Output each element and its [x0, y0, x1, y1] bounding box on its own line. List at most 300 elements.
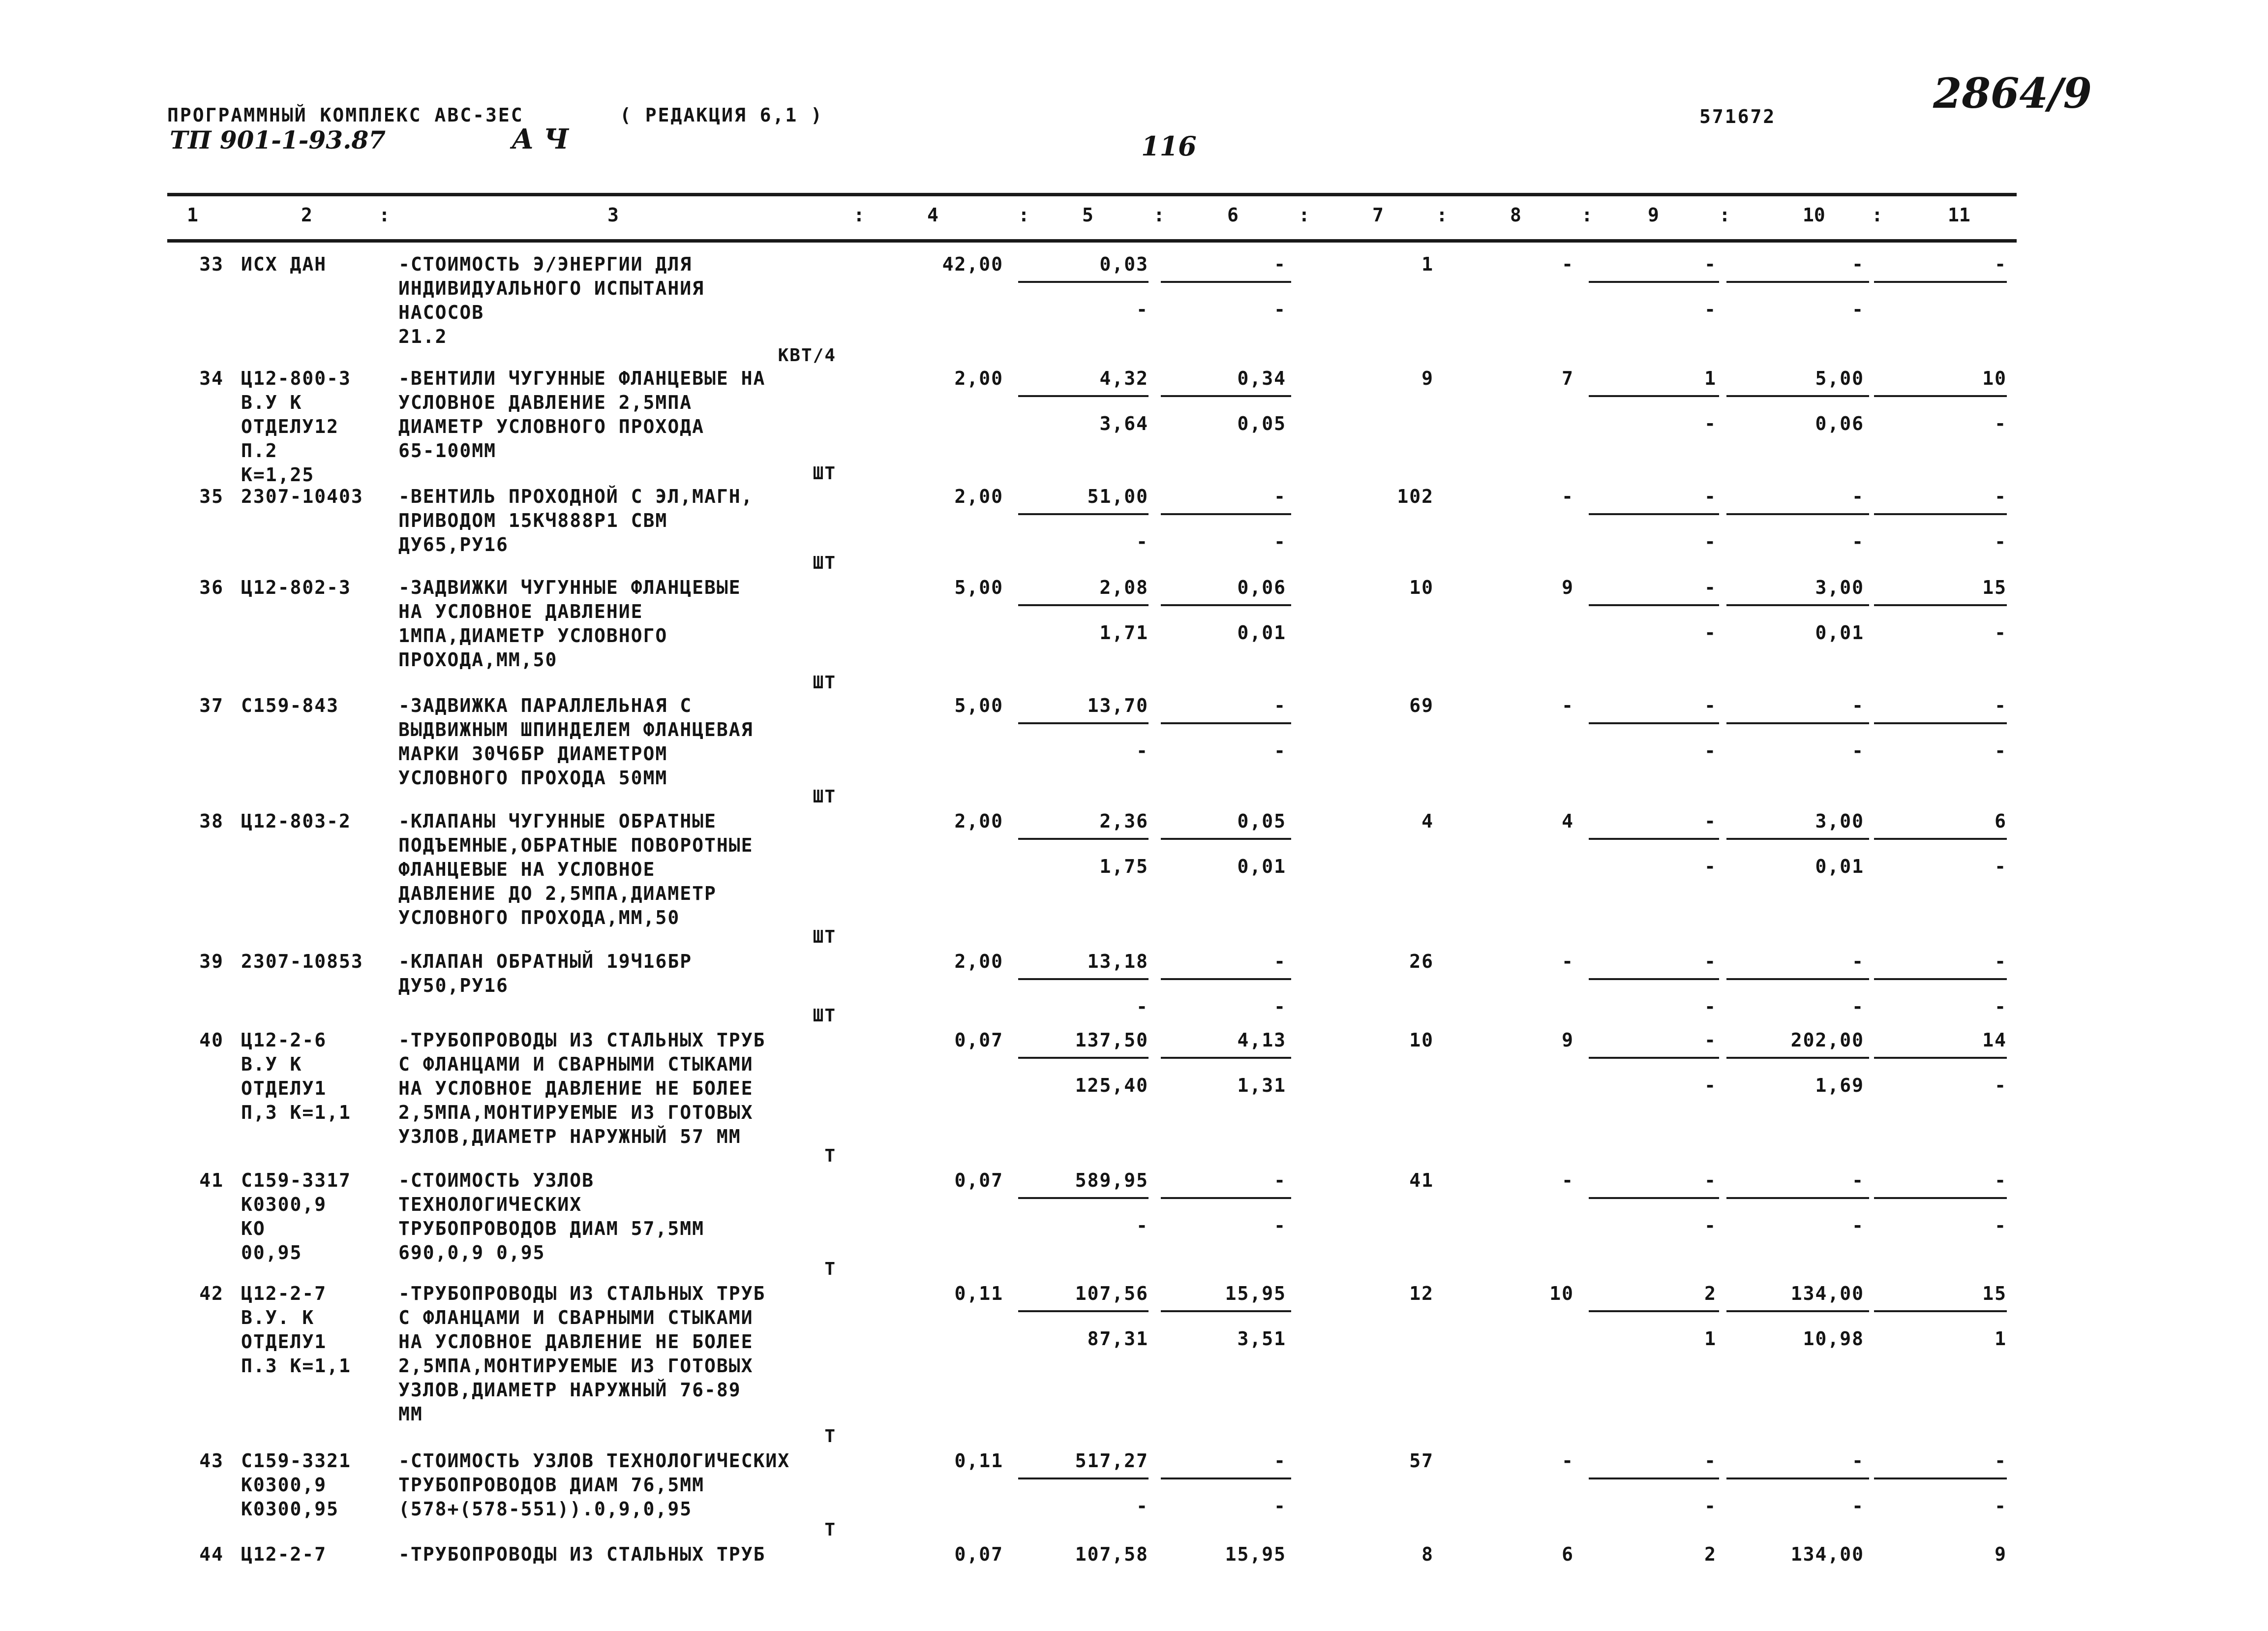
cell-c9-lower: - — [1704, 622, 1717, 644]
column-header-1: 1 — [187, 204, 198, 226]
cell-divider — [1589, 1477, 1719, 1479]
row-description: -ТРУБОПРОВОДЫ ИЗ СТАЛЬНЫХ ТРУБ — [398, 1283, 766, 1304]
cell-divider — [1874, 978, 2007, 980]
cell-divider — [1018, 513, 1149, 515]
cell-c6-lower: 0,01 — [1237, 622, 1286, 644]
row-code: ОТДЕЛУ1 — [241, 1077, 327, 1099]
cell-c5-lower: - — [1136, 1495, 1149, 1517]
cell-c11-upper: 15 — [1982, 1283, 2007, 1304]
row-code: 00,95 — [241, 1242, 302, 1263]
row-description: -ВЕНТИЛЬ ПРОХОДНОЙ С ЭЛ,МАГН, — [398, 486, 754, 507]
row-code: В.У К — [241, 1053, 302, 1075]
cell-c5-lower: 3,64 — [1099, 413, 1149, 434]
cell-divider — [1161, 395, 1291, 397]
cell-quantity: 2,00 — [954, 368, 1003, 389]
column-separator: : — [1299, 204, 1310, 226]
cell-wages: 9 — [1562, 1029, 1574, 1051]
row-number: 43 — [199, 1450, 224, 1472]
cell-divider — [1161, 838, 1291, 840]
cell-c9-lower: - — [1704, 1495, 1717, 1517]
cell-divider — [1018, 722, 1149, 724]
row-number: 36 — [199, 577, 224, 598]
cell-divider — [1589, 395, 1719, 397]
row-number: 40 — [199, 1029, 224, 1051]
row-number: 41 — [199, 1169, 224, 1191]
cell-divider — [1018, 1057, 1149, 1059]
cell-divider — [1726, 513, 1869, 515]
row-description: ДИАМЕТР УСЛОВНОГО ПРОХОДА — [398, 416, 704, 437]
cell-c6-upper: 4,13 — [1237, 1029, 1286, 1051]
cell-quantity: 2,00 — [954, 810, 1003, 832]
cell-labor-total: 8 — [1421, 1543, 1434, 1565]
cell-c5-lower: 125,40 — [1075, 1075, 1149, 1096]
cell-c11-upper: 6 — [1995, 810, 2007, 832]
page-number: 116 — [1141, 130, 1197, 162]
column-separator: : — [1872, 204, 1883, 226]
cell-c11-lower: - — [1995, 1215, 2007, 1236]
cell-divider — [1589, 838, 1719, 840]
cell-c10-upper: 134,00 — [1790, 1283, 1864, 1304]
cell-quantity: 42,00 — [942, 253, 1003, 275]
cell-c9-lower: - — [1704, 413, 1717, 434]
cell-divider — [1161, 1197, 1291, 1199]
column-header-3: 3 — [607, 204, 619, 226]
row-description: ТРУБОПРОВОДОВ ДИАМ 76,5ММ — [398, 1474, 704, 1496]
cell-c9-lower: - — [1704, 856, 1717, 877]
cell-c6-upper: - — [1274, 951, 1286, 972]
row-description: ПОДЪЕМНЫЕ,ОБРАТНЫЕ ПОВОРОТНЫЕ — [398, 834, 754, 856]
row-unit: ШТ — [813, 463, 836, 484]
row-description: -КЛАПАНЫ ЧУГУННЫЕ ОБРАТНЫЕ — [398, 810, 717, 832]
cell-c9-lower: - — [1704, 996, 1717, 1017]
cell-c11-lower: - — [1995, 996, 2007, 1017]
cell-c6-upper: 15,95 — [1225, 1543, 1286, 1565]
row-description: НА УСЛОВНОЕ ДАВЛЕНИЕ НЕ БОЛЕЕ — [398, 1077, 754, 1099]
cell-c6-lower: - — [1274, 740, 1286, 762]
row-code: С159-3321 — [241, 1450, 351, 1472]
cell-c6-upper: - — [1274, 695, 1286, 716]
row-code: К0300,95 — [241, 1498, 339, 1520]
cell-divider — [1874, 838, 2007, 840]
cell-c6-lower: - — [1274, 299, 1286, 320]
cell-c9-upper: - — [1704, 810, 1717, 832]
cell-labor-total: 69 — [1409, 695, 1434, 716]
row-description: МАРКИ 30Ч6БР ДИАМЕТРОМ — [398, 743, 668, 765]
row-description: ДУ50,РУ16 — [398, 975, 509, 996]
cell-c9-upper: - — [1704, 486, 1717, 507]
row-code: С159-843 — [241, 695, 339, 716]
row-unit: Т — [824, 1146, 836, 1166]
row-code: Ц12-800-3 — [241, 368, 351, 389]
row-description: 65-100ММ — [398, 440, 497, 462]
cell-divider — [1018, 838, 1149, 840]
row-description: С ФЛАНЦАМИ И СВАРНЫМИ СТЫКАМИ — [398, 1307, 754, 1328]
cell-c10-upper: - — [1852, 1169, 1864, 1191]
cell-c11-lower: - — [1995, 1075, 2007, 1096]
cell-wages: - — [1562, 1169, 1574, 1191]
cell-c5-lower: - — [1136, 996, 1149, 1017]
cell-divider — [1874, 1310, 2007, 1312]
cell-c5-upper: 0,03 — [1099, 253, 1149, 275]
cell-c5-upper: 107,58 — [1075, 1543, 1149, 1565]
row-number: 35 — [199, 486, 224, 507]
cell-c6-lower: - — [1274, 996, 1286, 1017]
cell-c10-lower: 0,01 — [1815, 622, 1864, 644]
row-code: ОТДЕЛУ12 — [241, 416, 339, 437]
row-code: Ц12-2-6 — [241, 1029, 327, 1051]
cell-c11-lower: 1 — [1995, 1328, 2007, 1350]
cell-c11-upper: - — [1995, 1450, 2007, 1472]
cell-divider — [1726, 1310, 1869, 1312]
cell-c11-upper: 15 — [1982, 577, 2007, 598]
cell-wages: 4 — [1562, 810, 1574, 832]
row-description: -ВЕНТИЛИ ЧУГУННЫЕ ФЛАНЦЕВЫЕ НА — [398, 368, 766, 389]
row-unit: КВТ/4 — [778, 345, 836, 366]
cell-c10-lower: 0,01 — [1815, 856, 1864, 877]
cell-wages: - — [1562, 486, 1574, 507]
row-code: В.У К — [241, 392, 302, 413]
column-header-10: 10 — [1803, 204, 1825, 226]
cell-labor-total: 57 — [1409, 1450, 1434, 1472]
row-description: 2,5МПА,МОНТИРУЕМЫЕ ИЗ ГОТОВЫХ — [398, 1102, 754, 1123]
row-number: 38 — [199, 810, 224, 832]
cell-divider — [1161, 1477, 1291, 1479]
row-unit: ШТ — [813, 673, 836, 693]
row-description: ДАВЛЕНИЕ ДО 2,5МПА,ДИАМЕТР — [398, 883, 717, 904]
column-header-2: 2 — [301, 204, 312, 226]
cell-c9-upper: - — [1704, 1450, 1717, 1472]
cell-divider — [1874, 1477, 2007, 1479]
cell-c10-lower: - — [1852, 740, 1864, 762]
row-number: 39 — [199, 951, 224, 972]
row-number: 42 — [199, 1283, 224, 1304]
cell-c11-upper: - — [1995, 253, 2007, 275]
cell-c9-upper: - — [1704, 577, 1717, 598]
cell-c5-upper: 137,50 — [1075, 1029, 1149, 1051]
cell-c9-lower: 1 — [1704, 1328, 1717, 1350]
cell-c11-upper: 14 — [1982, 1029, 2007, 1051]
cell-quantity: 0,07 — [954, 1543, 1003, 1565]
cell-c6-upper: - — [1274, 1450, 1286, 1472]
column-header-7: 7 — [1372, 204, 1384, 226]
cell-divider — [1589, 604, 1719, 606]
cell-quantity: 5,00 — [954, 695, 1003, 716]
row-description: ИНДИВИДУАЛЬНОГО ИСПЫТАНИЯ — [398, 277, 704, 299]
cell-c10-upper: - — [1852, 695, 1864, 716]
row-code: П.3 К=1,1 — [241, 1355, 351, 1377]
cell-divider — [1874, 395, 2007, 397]
cell-c6-lower: 0,05 — [1237, 413, 1286, 434]
row-unit: ШТ — [813, 927, 836, 947]
cell-c10-lower: 0,06 — [1815, 413, 1864, 434]
cell-c11-upper: - — [1995, 1169, 2007, 1191]
row-description: 1МПА,ДИАМЕТР УСЛОВНОГО — [398, 625, 668, 646]
row-description: -ТРУБОПРОВОДЫ ИЗ СТАЛЬНЫХ ТРУБ — [398, 1543, 766, 1565]
row-unit: ШТ — [813, 553, 836, 573]
row-description: ММ — [398, 1403, 423, 1425]
cell-c5-lower: - — [1136, 1215, 1149, 1236]
row-code: ИСХ ДАН — [241, 253, 327, 275]
cell-c10-lower: - — [1852, 1495, 1864, 1517]
cell-divider — [1874, 722, 2007, 724]
cell-c5-upper: 2,36 — [1099, 810, 1149, 832]
row-code: П.2 — [241, 440, 278, 462]
cell-divider — [1874, 604, 2007, 606]
row-description: НАСОСОВ — [398, 302, 484, 323]
row-description: -ЗАДВИЖКИ ЧУГУННЫЕ ФЛАНЦЕВЫЕ — [398, 577, 741, 598]
cell-divider — [1589, 1310, 1719, 1312]
row-code: С159-3317 — [241, 1169, 351, 1191]
cell-c6-upper: - — [1274, 486, 1286, 507]
column-separator: : — [1719, 204, 1730, 226]
cell-c9-upper: 1 — [1704, 368, 1717, 389]
cell-c9-upper: 2 — [1704, 1543, 1717, 1565]
row-description: -ТРУБОПРОВОДЫ ИЗ СТАЛЬНЫХ ТРУБ — [398, 1029, 766, 1051]
cell-c10-upper: 134,00 — [1790, 1543, 1864, 1565]
edition-label: ( РЕДАКЦИЯ 6,1 ) — [620, 104, 824, 126]
row-number: 33 — [199, 253, 224, 275]
column-separator: : — [379, 204, 390, 226]
row-description: 2,5МПА,МОНТИРУЕМЫЕ ИЗ ГОТОВЫХ — [398, 1355, 754, 1377]
cell-c6-upper: 15,95 — [1225, 1283, 1286, 1304]
cell-c6-upper: - — [1274, 1169, 1286, 1191]
cell-c9-upper: - — [1704, 253, 1717, 275]
cell-c10-lower: - — [1852, 996, 1864, 1017]
row-code: 2307-10403 — [241, 486, 363, 507]
row-code: КО — [241, 1218, 266, 1239]
cell-divider — [1589, 1197, 1719, 1199]
cell-quantity: 0,07 — [954, 1169, 1003, 1191]
cell-c10-lower: 10,98 — [1803, 1328, 1864, 1350]
column-separator: : — [1018, 204, 1029, 226]
cell-c11-lower: - — [1995, 856, 2007, 877]
cell-divider — [1874, 281, 2007, 283]
cell-divider — [1726, 604, 1869, 606]
cell-c10-upper: - — [1852, 1450, 1864, 1472]
cell-divider — [1161, 281, 1291, 283]
row-code: Ц12-2-7 — [241, 1283, 327, 1304]
row-description: (578+(578-551)).0,9,0,95 — [398, 1498, 693, 1520]
row-description: ФЛАНЦЕВЫЕ НА УСЛОВНОЕ — [398, 859, 656, 880]
cell-divider — [1018, 978, 1149, 980]
row-description: УЗЛОВ,ДИАМЕТР НАРУЖНЫЙ 76-89 — [398, 1379, 741, 1401]
cell-divider — [1726, 1197, 1869, 1199]
cell-labor-total: 1 — [1421, 253, 1434, 275]
cell-c10-upper: 3,00 — [1815, 577, 1864, 598]
row-unit: Т — [824, 1520, 836, 1540]
cell-divider — [1589, 978, 1719, 980]
cell-divider — [1589, 281, 1719, 283]
row-description: ДУ65,РУ16 — [398, 534, 509, 555]
cell-divider — [1726, 1477, 1869, 1479]
table-top-rule — [167, 193, 2017, 196]
cell-labor-total: 10 — [1409, 1029, 1434, 1051]
cell-c11-upper: - — [1995, 695, 2007, 716]
column-header-11: 11 — [1948, 204, 1970, 226]
column-header-9: 9 — [1648, 204, 1659, 226]
column-header-4: 4 — [927, 204, 938, 226]
cell-c9-upper: 2 — [1704, 1283, 1717, 1304]
cell-c5-lower: 87,31 — [1087, 1328, 1149, 1350]
cell-c11-lower: - — [1995, 413, 2007, 434]
cell-divider — [1874, 513, 2007, 515]
cell-divider — [1018, 395, 1149, 397]
cell-quantity: 0,07 — [954, 1029, 1003, 1051]
cell-c9-upper: - — [1704, 951, 1717, 972]
column-separator: : — [853, 204, 865, 226]
row-description: -ЗАДВИЖКА ПАРАЛЛЕЛЬНАЯ С — [398, 695, 693, 716]
cell-c10-upper: - — [1852, 951, 1864, 972]
cell-c11-lower: - — [1995, 531, 2007, 553]
cell-c6-upper: 0,34 — [1237, 368, 1286, 389]
cell-labor-total: 10 — [1409, 577, 1434, 598]
row-description: УСЛОВНОГО ПРОХОДА,ММ,50 — [398, 907, 680, 928]
cell-c10-lower: - — [1852, 1215, 1864, 1236]
cell-c5-upper: 13,70 — [1087, 695, 1149, 716]
cell-divider — [1161, 513, 1291, 515]
row-description: ПРИВОДОМ 15КЧ888Р1 СВМ — [398, 510, 668, 531]
cell-c11-upper: 10 — [1982, 368, 2007, 389]
cell-c10-lower: - — [1852, 531, 1864, 553]
column-separator: : — [1581, 204, 1593, 226]
cell-quantity: 0,11 — [954, 1283, 1003, 1304]
row-description: УЗЛОВ,ДИАМЕТР НАРУЖНЫЙ 57 ММ — [398, 1126, 741, 1147]
cell-c5-upper: 2,08 — [1099, 577, 1149, 598]
tp-number: ТП 901-1-93.87 — [170, 125, 386, 154]
cell-divider — [1726, 1057, 1869, 1059]
cell-divider — [1726, 395, 1869, 397]
cell-c5-upper: 51,00 — [1087, 486, 1149, 507]
cell-c6-lower: - — [1274, 1215, 1286, 1236]
cell-divider — [1018, 281, 1149, 283]
cell-c11-lower: - — [1995, 622, 2007, 644]
cell-quantity: 2,00 — [954, 486, 1003, 507]
cell-labor-total: 9 — [1421, 368, 1434, 389]
cell-c9-upper: - — [1704, 695, 1717, 716]
row-code: ОТДЕЛУ1 — [241, 1331, 327, 1353]
cell-c6-lower: - — [1274, 1495, 1286, 1517]
row-code: П,3 К=1,1 — [241, 1102, 351, 1123]
cell-divider — [1726, 281, 1869, 283]
cell-quantity: 2,00 — [954, 951, 1003, 972]
cell-c10-lower: 1,69 — [1815, 1075, 1864, 1096]
row-unit: Т — [824, 1426, 836, 1446]
cell-c9-lower: - — [1704, 1075, 1717, 1096]
cell-c9-upper: - — [1704, 1169, 1717, 1191]
cell-c5-lower: 1,75 — [1099, 856, 1149, 877]
row-description: -СТОИМОСТЬ УЗЛОВ — [398, 1169, 595, 1191]
cell-labor-total: 12 — [1409, 1283, 1434, 1304]
cell-divider — [1161, 978, 1291, 980]
document-reference: 2864/9 — [1933, 69, 2092, 118]
cell-c9-lower: - — [1704, 1215, 1717, 1236]
cell-c6-lower: 0,01 — [1237, 856, 1286, 877]
cell-divider — [1589, 722, 1719, 724]
cell-c10-lower: - — [1852, 299, 1864, 320]
row-code: К=1,25 — [241, 464, 315, 486]
row-description: УСЛОВНОЕ ДАВЛЕНИЕ 2,5МПА — [398, 392, 693, 413]
cell-c5-upper: 107,56 — [1075, 1283, 1149, 1304]
cell-c6-upper: 0,06 — [1237, 577, 1286, 598]
cell-divider — [1874, 1057, 2007, 1059]
row-description: -КЛАПАН ОБРАТНЫЙ 19Ч16БР — [398, 951, 693, 972]
cell-divider — [1589, 513, 1719, 515]
cell-divider — [1161, 1057, 1291, 1059]
cell-c6-lower: - — [1274, 531, 1286, 553]
column-separator: : — [1153, 204, 1165, 226]
cell-c10-upper: 202,00 — [1790, 1029, 1864, 1051]
row-unit: Т — [824, 1259, 836, 1279]
cell-quantity: 5,00 — [954, 577, 1003, 598]
cell-c9-upper: - — [1704, 1029, 1717, 1051]
document-code: 571672 — [1699, 106, 1776, 127]
cell-divider — [1018, 1477, 1149, 1479]
row-number: 44 — [199, 1543, 224, 1565]
cell-c11-upper: - — [1995, 951, 2007, 972]
sheet-mark: А Ч — [512, 123, 569, 155]
cell-c9-lower: - — [1704, 740, 1717, 762]
row-description: ТРУБОПРОВОДОВ ДИАМ 57,5ММ — [398, 1218, 704, 1239]
cell-c6-lower: 3,51 — [1237, 1328, 1286, 1350]
cell-divider — [1018, 1310, 1149, 1312]
column-header-5: 5 — [1082, 204, 1093, 226]
table-header-rule — [167, 239, 2017, 243]
row-unit: ШТ — [813, 1006, 836, 1026]
cell-divider — [1874, 1197, 2007, 1199]
cell-c5-lower: - — [1136, 740, 1149, 762]
cell-c10-upper: - — [1852, 486, 1864, 507]
cell-wages: - — [1562, 951, 1574, 972]
cell-c11-upper: 9 — [1995, 1543, 2007, 1565]
row-code: Ц12-2-7 — [241, 1543, 327, 1565]
cell-c11-lower: - — [1995, 1495, 2007, 1517]
cell-c5-upper: 589,95 — [1075, 1169, 1149, 1191]
row-description: ВЫДВИЖНЫМ ШПИНДЕЛЕМ ФЛАНЦЕВАЯ — [398, 719, 754, 740]
row-description: НА УСЛОВНОЕ ДАВЛЕНИЕ — [398, 601, 643, 622]
row-number: 37 — [199, 695, 224, 716]
cell-c5-upper: 4,32 — [1099, 368, 1149, 389]
row-description: -СТОИМОСТЬ Э/ЭНЕРГИИ ДЛЯ — [398, 253, 693, 275]
row-code: К0300,9 — [241, 1474, 327, 1496]
cell-c6-upper: - — [1274, 253, 1286, 275]
cell-divider — [1018, 1197, 1149, 1199]
cell-divider — [1589, 1057, 1719, 1059]
cell-c11-lower: - — [1995, 740, 2007, 762]
program-title: ПРОГРАММНЫЙ КОМПЛЕКС АВС-3ЕС — [167, 104, 524, 126]
cell-quantity: 0,11 — [954, 1450, 1003, 1472]
row-description: -СТОИМОСТЬ УЗЛОВ ТЕХНОЛОГИЧЕСКИХ — [398, 1450, 790, 1472]
cell-divider — [1726, 978, 1869, 980]
cell-labor-total: 102 — [1397, 486, 1434, 507]
cell-labor-total: 26 — [1409, 951, 1434, 972]
row-description: ТЕХНОЛОГИЧЕСКИХ — [398, 1194, 582, 1215]
cell-c9-lower: - — [1704, 299, 1717, 320]
cell-labor-total: 41 — [1409, 1169, 1434, 1191]
cell-wages: 6 — [1562, 1543, 1574, 1565]
cell-wages: - — [1562, 253, 1574, 275]
cell-divider — [1726, 722, 1869, 724]
cell-c10-upper: 3,00 — [1815, 810, 1864, 832]
cell-c5-upper: 13,18 — [1087, 951, 1149, 972]
column-header-8: 8 — [1510, 204, 1521, 226]
cell-wages: - — [1562, 695, 1574, 716]
cell-wages: 7 — [1562, 368, 1574, 389]
cell-c6-upper: 0,05 — [1237, 810, 1286, 832]
cell-c5-upper: 517,27 — [1075, 1450, 1149, 1472]
cell-c6-lower: 1,31 — [1237, 1075, 1286, 1096]
row-code: Ц12-802-3 — [241, 577, 351, 598]
row-code: В.У. К — [241, 1307, 315, 1328]
